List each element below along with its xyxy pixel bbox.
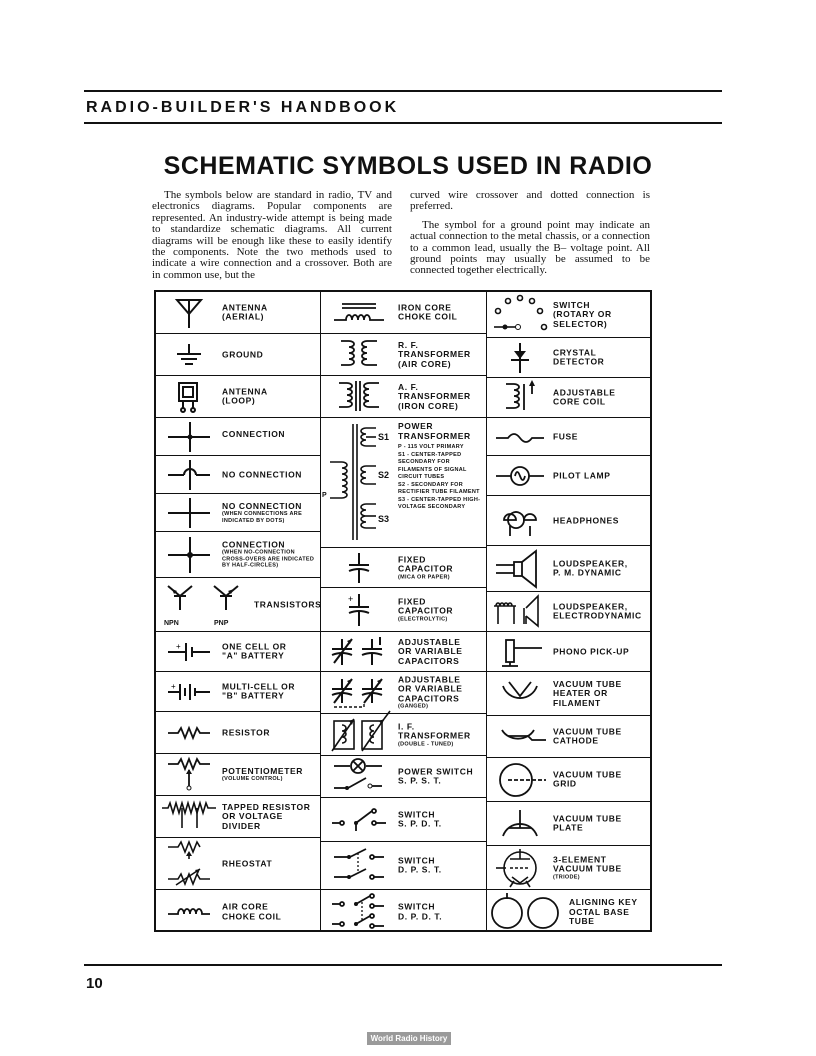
npn-label: NPN	[164, 620, 179, 627]
intro-right	[410, 190, 650, 284]
symbols-column-1	[156, 292, 321, 930]
symbol-label: ONE CELL OR "A" BATTERY	[222, 641, 287, 661]
rf-transformer-icon	[330, 334, 388, 375]
symbol-label: TRANSISTORS	[254, 598, 322, 609]
symbol-row	[156, 578, 320, 632]
symbol-sublabel: (WHEN CONNECTIONS ARE INDICATED BY DOTS)	[222, 510, 303, 524]
af-transformer-icon	[330, 376, 388, 417]
symbol-row	[320, 890, 486, 934]
symbol-row	[487, 672, 650, 716]
headphones-icon	[491, 496, 549, 545]
symbol-label: SWITCH D. P. S. T.	[398, 855, 442, 875]
symbol-label	[398, 722, 484, 748]
symbol-label-main: POTENTIOMETER	[222, 765, 303, 776]
symbol-label	[553, 855, 648, 881]
octal-base-icon	[489, 890, 563, 934]
symbol-label: ALIGNING KEY OCTAL BASE TUBE	[569, 896, 638, 926]
iron-core-coil-icon	[330, 292, 388, 333]
symbol-label: CRYSTAL DETECTOR	[553, 347, 605, 367]
header-rule-top	[84, 90, 722, 92]
symbol-sublabel: (VOLUME CONTROL)	[222, 776, 283, 782]
symbol-label-main: 3-ELEMENT VACUUM TUBE	[553, 853, 622, 874]
symbol-label: FUSE	[553, 430, 579, 441]
intro-right-text-2: The symbol for a ground point may indicate an actual connection to the metal chassis, or a connection to a common lead, usually the B– voltage point. All ground points may usually be assumed to be connected together electrically.	[410, 218, 650, 277]
triode-icon	[491, 846, 549, 889]
symbol-label: SWITCH S. P. D. T.	[398, 809, 442, 829]
pilot-lamp-icon	[491, 456, 549, 495]
connection-icon	[160, 418, 218, 455]
page-number: 10	[86, 975, 103, 992]
spdt-switch-icon	[326, 798, 392, 841]
rotary-switch-icon	[491, 292, 549, 337]
s1-label: S1	[378, 432, 390, 442]
cell-icon	[160, 632, 218, 671]
symbol-row	[156, 672, 320, 712]
header-rule-bottom	[84, 122, 722, 124]
symbol-label: GROUND	[222, 348, 264, 359]
symbols-column-2	[320, 292, 487, 930]
symbol-label	[222, 540, 318, 569]
tube-heater-icon	[491, 672, 549, 715]
symbol-row	[487, 456, 650, 496]
no-connection-dots-icon	[160, 494, 218, 531]
symbol-row	[156, 890, 320, 934]
resistor-icon	[160, 712, 218, 753]
phono-pickup-icon	[491, 632, 549, 671]
symbol-label: ADJUSTABLE OR VARIABLE CAPACITORS	[398, 636, 463, 666]
symbol-label-main: CONNECTION	[222, 539, 286, 549]
symbol-row	[487, 546, 650, 592]
loudspeaker-pm-icon	[491, 546, 549, 591]
symbol-label-main: POWER TRANSFORMER	[398, 421, 471, 441]
symbol-row	[156, 796, 320, 838]
symbol-row	[156, 418, 320, 456]
symbol-label-main: FIXED CAPACITOR	[398, 553, 454, 574]
symbol-label: A. F. TRANSFORMER (IRON CORE)	[398, 381, 471, 411]
symbol-sublabel: (WHEN NO-CONNECTION CROSS-OVERS ARE INDICATED BY HALF-CIRCLES)	[222, 549, 315, 569]
symbol-row	[156, 456, 320, 494]
tube-cathode-icon	[491, 716, 549, 757]
symbol-label: HEADPHONES	[553, 514, 619, 525]
dpdt-switch-icon	[326, 890, 392, 934]
symbol-row	[320, 588, 486, 632]
symbol-row	[320, 756, 486, 798]
s3-label: S3	[378, 514, 390, 524]
symbol-label-main: I. F. TRANSFORMER	[398, 720, 471, 741]
svg-text:+: +	[348, 593, 354, 604]
symbol-label: VACUUM TUBE PLATE	[553, 813, 622, 833]
symbol-label: LOUDSPEAKER, P. M. DYNAMIC	[553, 558, 628, 578]
symbol-row	[320, 714, 486, 756]
symbol-label: IRON CORE CHOKE COIL	[398, 302, 458, 322]
symbol-sublabel: (ELECTROLYTIC)	[398, 615, 448, 622]
connection-dot-icon	[160, 532, 218, 577]
symbol-label: VACUUM TUBE HEATER OR FILAMENT	[553, 678, 622, 708]
symbol-row	[487, 338, 650, 378]
symbol-row	[320, 672, 486, 714]
symbol-sublabel: (TRIODE)	[553, 873, 580, 880]
symbol-label	[222, 767, 318, 783]
symbol-label: SWITCH (ROTARY OR SELECTOR)	[553, 299, 612, 329]
watermark: World Radio History	[367, 1032, 451, 1045]
running-header: RADIO-BUILDER'S HANDBOOK	[86, 99, 400, 116]
symbol-row	[487, 592, 650, 632]
symbol-row	[320, 334, 486, 376]
intro-left-text: The symbols below are standard in radio, TV and electronics diagrams. Popular components are represented. An industry-wide attempt is being made to standardize schematic diagrams. All current diagrams will be enough like these to easily identify the components. Note the two methods used to indicate a wire connection and a crossover. Both are in common use, but the	[152, 189, 392, 281]
fuse-icon	[491, 418, 549, 455]
symbol-sublabel: (GANGED)	[398, 703, 429, 710]
symbol-row	[320, 632, 486, 672]
symbol-row	[487, 418, 650, 456]
intro-right-text-1: curved wire crossover and dotted connection is preferred.	[410, 189, 650, 213]
symbol-label: LOUDSPEAKER, ELECTRODYNAMIC	[553, 601, 642, 621]
symbol-row	[487, 846, 650, 890]
symbol-label: SWITCH D. P. D. T.	[398, 901, 443, 921]
dpst-switch-icon	[326, 842, 392, 889]
symbol-label	[398, 675, 484, 710]
rheostat-icon	[160, 838, 218, 889]
symbol-label	[398, 422, 484, 512]
symbol-label: MULTI-CELL OR "B" BATTERY	[222, 681, 296, 701]
if-transformer-icon	[326, 714, 392, 755]
tube-plate-icon	[491, 802, 549, 845]
no-connection-icon	[160, 456, 218, 493]
symbol-sublabel: P - 115 VOLT PRIMARY S1 - CENTER-TAPPED SECONDARY FOR FILAMENTS OF SIGNAL CIRCUIT TUBES S2 - SECONDARY FOR RECTIFIER TUBE FILAMENT S3 - CENTER-TAPPED HIGH-VOLTAGE SECONDARY	[398, 444, 481, 510]
loudspeaker-ed-icon	[491, 592, 549, 631]
symbol-label: RESISTOR	[222, 726, 271, 737]
symbol-row	[156, 334, 320, 376]
symbols-column-3	[487, 292, 650, 930]
symbol-row	[487, 890, 650, 934]
symbol-row	[156, 838, 320, 890]
symbol-label: ADJUSTABLE CORE COIL	[553, 387, 616, 407]
page-title: SCHEMATIC SYMBOLS USED IN RADIO	[163, 152, 653, 180]
loop-antenna-icon	[160, 376, 218, 417]
symbol-row	[156, 532, 320, 578]
symbol-label: RHEOSTAT	[222, 857, 273, 868]
symbol-row	[487, 632, 650, 672]
symbol-label: NO CONNECTION	[222, 468, 303, 479]
electrolytic-capacitor-icon	[330, 588, 388, 631]
symbol-sublabel: (MICA OR PAPER)	[398, 573, 450, 580]
symbol-row	[156, 712, 320, 754]
primary-label: P	[322, 492, 327, 499]
antenna-icon	[160, 292, 218, 333]
symbol-row	[320, 842, 486, 890]
ground-icon	[160, 334, 218, 375]
symbol-label: AIR CORE CHOKE COIL	[222, 901, 282, 921]
symbol-label	[398, 597, 484, 623]
symbol-row	[487, 716, 650, 758]
crystal-detector-icon	[491, 338, 549, 377]
symbol-label: VACUUM TUBE CATHODE	[553, 726, 622, 746]
symbol-label: POWER SWITCH S. P. S. T.	[398, 766, 474, 786]
symbol-row	[156, 376, 320, 418]
footer-rule	[84, 964, 722, 966]
variable-capacitor-icon	[326, 632, 392, 671]
s2-label: S2	[378, 470, 390, 480]
symbol-row	[156, 494, 320, 532]
symbol-row	[156, 292, 320, 334]
tapped-resistor-icon	[160, 796, 218, 837]
symbols-table	[154, 290, 652, 932]
symbol-row	[320, 418, 486, 548]
symbol-row	[487, 496, 650, 546]
power-switch-icon	[326, 756, 392, 797]
intro-left	[152, 190, 392, 288]
symbol-row	[320, 798, 486, 842]
symbol-row	[487, 292, 650, 338]
symbol-row	[487, 802, 650, 846]
svg-text:+: +	[176, 641, 181, 651]
adjustable-coil-icon	[491, 378, 549, 417]
symbol-row	[156, 754, 320, 796]
potentiometer-icon	[160, 754, 218, 795]
symbol-label-main: NO CONNECTION	[222, 500, 303, 511]
symbol-label: R. F. TRANSFORMER (AIR CORE)	[398, 339, 471, 369]
svg-text:+: +	[171, 681, 176, 691]
symbol-label-main: ADJUSTABLE OR VARIABLE CAPACITORS	[398, 674, 463, 703]
battery-icon	[160, 672, 218, 711]
symbol-row	[487, 378, 650, 418]
symbol-label: TAPPED RESISTOR OR VOLTAGE DIVIDER	[222, 801, 311, 831]
symbol-row	[320, 548, 486, 588]
symbol-sublabel: (DOUBLE - TUNED)	[398, 740, 454, 747]
air-core-coil-icon	[160, 890, 218, 934]
fixed-capacitor-icon	[330, 548, 388, 587]
pnp-label: PNP	[214, 620, 229, 627]
symbol-label	[222, 501, 318, 524]
tube-grid-icon	[491, 758, 549, 801]
symbol-label	[398, 555, 484, 581]
symbol-label: VACUUM TUBE GRID	[553, 769, 622, 789]
symbol-row	[320, 292, 486, 334]
symbol-label: PHONO PICK-UP	[553, 645, 630, 656]
ganged-capacitor-icon	[326, 672, 392, 713]
symbol-label: ANTENNA (LOOP)	[222, 386, 268, 406]
symbol-label: CONNECTION	[222, 429, 286, 439]
symbol-row	[320, 376, 486, 418]
symbol-label: PILOT LAMP	[553, 469, 611, 480]
symbol-label: ANTENNA (AERIAL)	[222, 302, 268, 322]
symbol-row	[156, 632, 320, 672]
symbol-row	[487, 758, 650, 802]
symbol-label-main: FIXED CAPACITOR	[398, 595, 454, 616]
